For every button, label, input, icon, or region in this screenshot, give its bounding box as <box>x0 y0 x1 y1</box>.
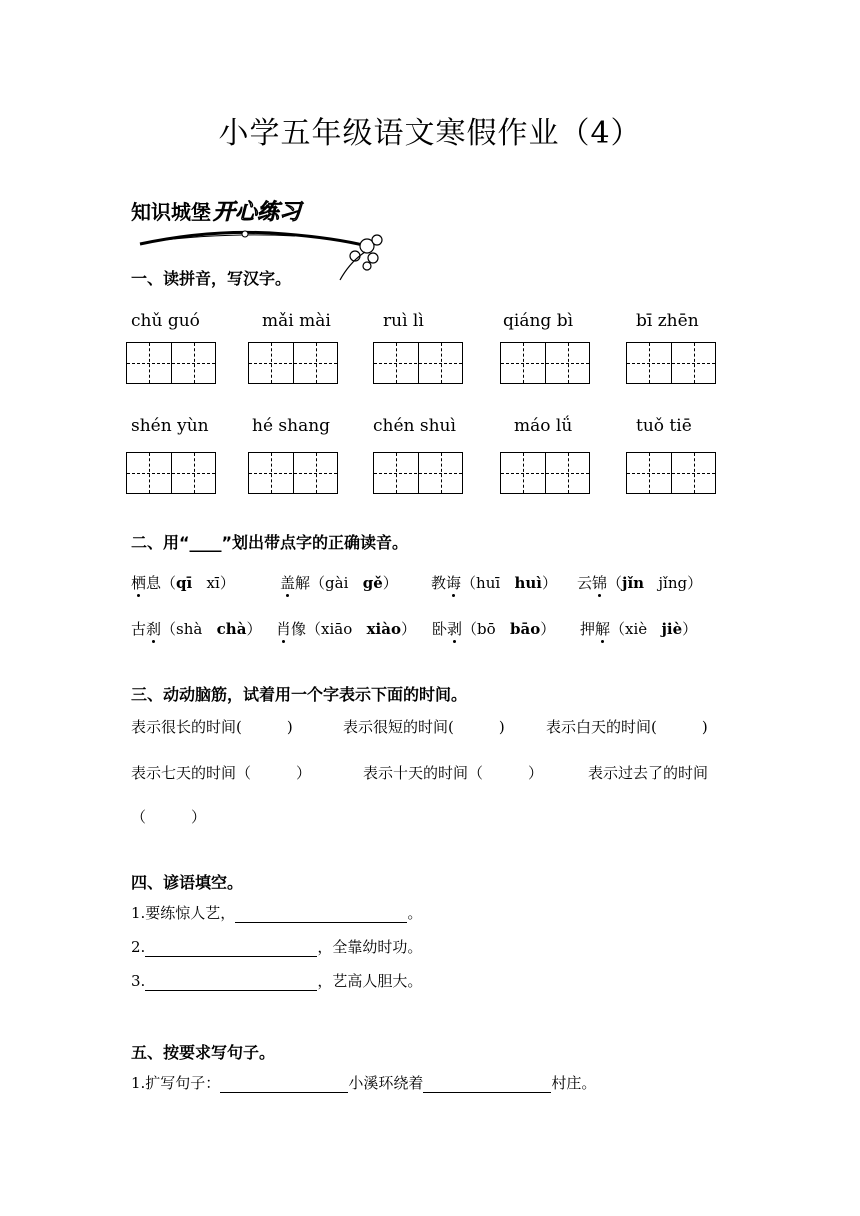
writing-grid[interactable] <box>500 342 590 384</box>
time-item: （ ） <box>131 808 207 826</box>
pinyin-6: shén yùn <box>131 416 209 436</box>
reading-item: 云锦（jǐn jǐng） <box>577 574 703 592</box>
answer-blank[interactable] <box>423 1076 551 1093</box>
pinyin-7: hé shang <box>252 416 331 436</box>
writing-grid[interactable] <box>248 342 338 384</box>
section-1-heading: 一、读拼音，写汉字。 <box>131 269 292 288</box>
time-item: 表示很短的时间( ) <box>343 718 505 736</box>
reading-item: 卧剥（bō bāo） <box>432 620 556 638</box>
pinyin-3: ruì lì <box>383 311 424 331</box>
writing-grid[interactable] <box>626 342 716 384</box>
writing-grid[interactable] <box>626 452 716 494</box>
answer-blank[interactable] <box>145 940 317 957</box>
pinyin-1: chǔ guó <box>131 311 200 331</box>
pinyin-2: mǎi mài <box>262 311 331 331</box>
banner-tag: 开心练习 <box>213 200 302 225</box>
section-4-heading: 四、谚语填空。 <box>131 873 244 892</box>
answer-blank[interactable] <box>220 1076 348 1093</box>
time-item: 表示很长的时间( ) <box>131 718 293 736</box>
section-5-heading: 五、按要求写句子。 <box>131 1043 276 1062</box>
banner-label: 知识城堡 <box>131 200 211 224</box>
time-item: 表示白天的时间( ) <box>546 718 708 736</box>
reading-item: 栖息（qī xī） <box>131 574 235 592</box>
writing-grid[interactable] <box>373 452 463 494</box>
answer-blank[interactable] <box>235 906 407 923</box>
answer-blank[interactable] <box>145 974 317 991</box>
sentence-1: 1.扩写句子： 小溪环绕着 村庄。 <box>131 1074 597 1092</box>
proverb-2: 2. ，全靠幼时功。 <box>131 938 423 956</box>
writing-grid[interactable] <box>500 452 590 494</box>
reading-item: 肖像（xiāo xiào） <box>276 620 416 638</box>
pinyin-9: máo lǘ <box>514 416 573 436</box>
reading-item: 押解（xiè jiè） <box>580 620 698 638</box>
reading-item: 盖解（gài gě） <box>280 574 398 592</box>
writing-grid[interactable] <box>126 342 216 384</box>
time-item: 表示十天的时间（ ） <box>363 764 544 782</box>
pinyin-10: tuǒ tiē <box>636 416 692 436</box>
reading-item: 教诲（huī huì） <box>431 574 558 592</box>
page-title: 小学五年级语文寒假作业（4） <box>218 116 642 151</box>
pinyin-4: qiáng bì <box>503 311 574 331</box>
proverb-3: 3. ，艺高人胆大。 <box>131 972 423 990</box>
writing-grid[interactable] <box>248 452 338 494</box>
section-3-heading: 三、动动脑筋，试着用一个字表示下面的时间。 <box>131 685 468 704</box>
pinyin-5: bī zhēn <box>636 311 699 331</box>
reading-item: 古刹（shà chà） <box>131 620 262 638</box>
proverb-1: 1.要练惊人艺， 。 <box>131 904 423 922</box>
writing-grid[interactable] <box>373 342 463 384</box>
time-item: 表示过去了的时间 <box>588 764 709 782</box>
writing-grid[interactable] <box>126 452 216 494</box>
pinyin-8: chén shuì <box>373 416 456 436</box>
section-2-heading: 二、用“____”划出带点字的正确读音。 <box>131 533 409 552</box>
time-item: 表示七天的时间（ ） <box>131 764 312 782</box>
